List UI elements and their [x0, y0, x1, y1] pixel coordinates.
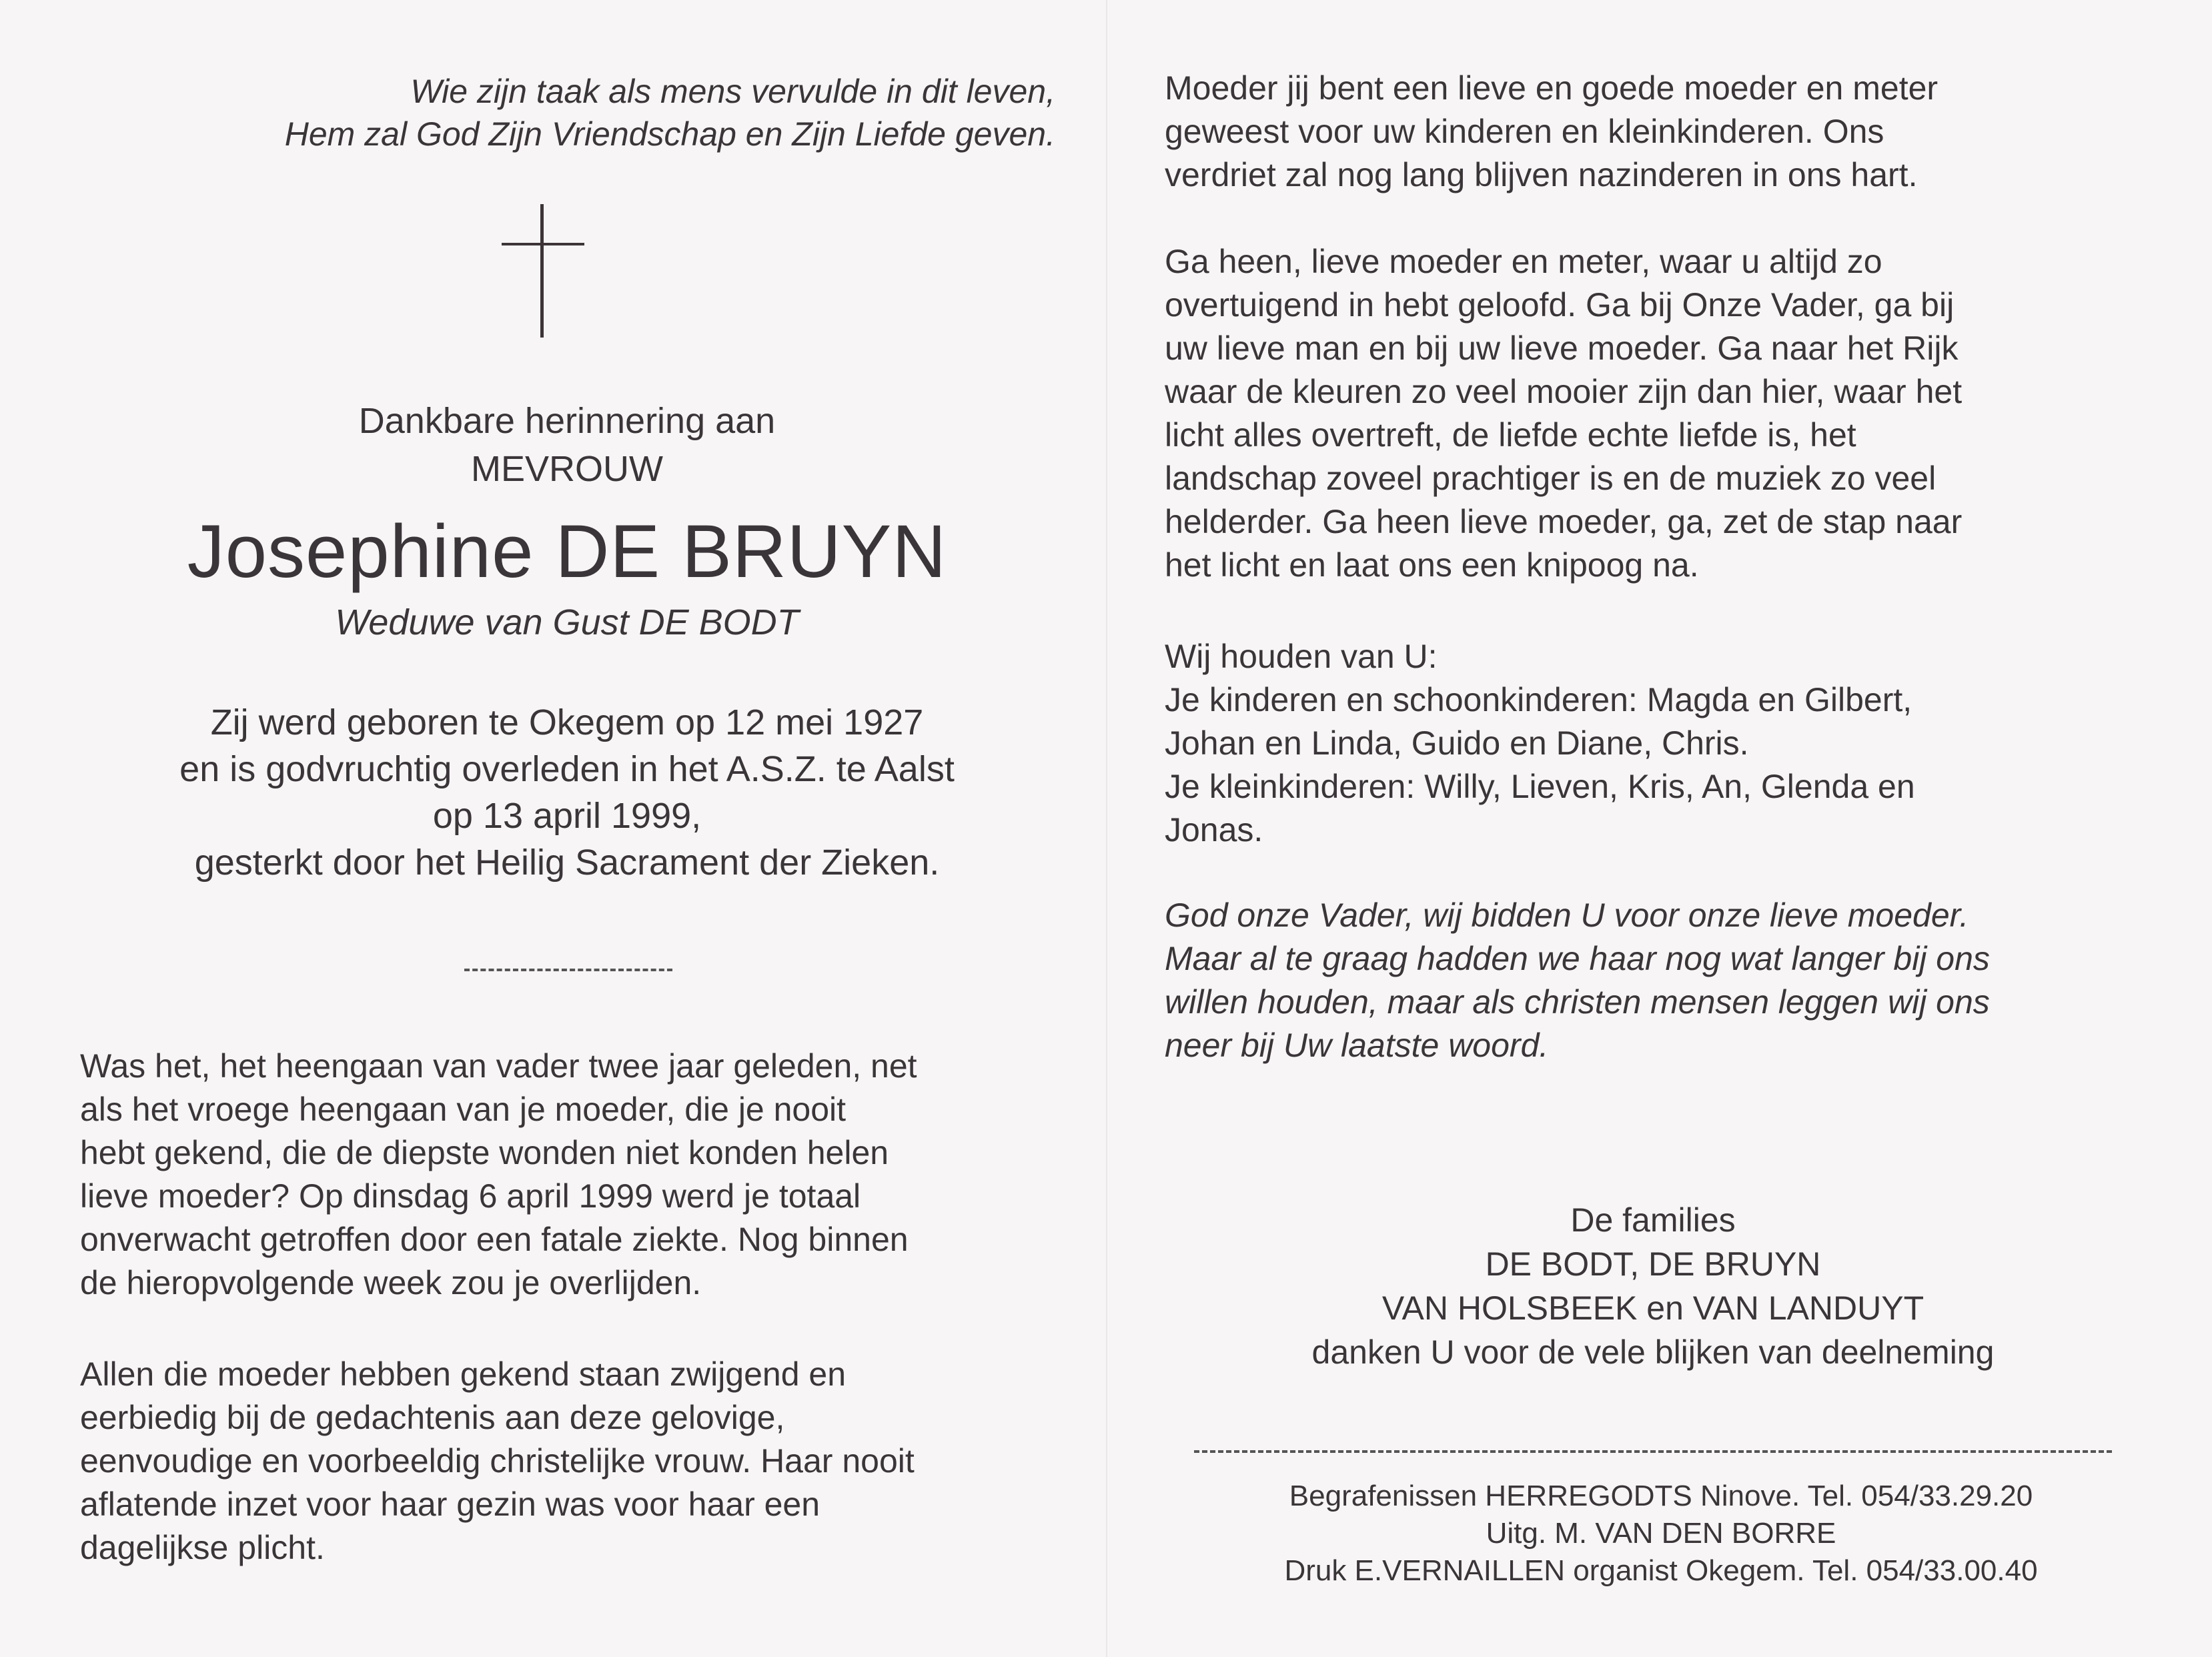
text-line: geweest voor uw kinderen en kleinkinderen. Ons [1165, 113, 1884, 150]
verse-line-1: Wie zijn taak als mens vervulde in dit leven, [410, 73, 1055, 110]
verse-line-2: Hem zal God Zijn Vriendschap en Zijn Liefde geven. [284, 115, 1055, 153]
text-line: willen houden, maar als christen mensen leggen wij ons [1165, 983, 1990, 1021]
right-paragraph-1 [1165, 67, 1938, 197]
memorial-intro: Dankbare herinnering aan [358, 401, 776, 441]
text-line: verdriet zal nog lang blijven nazinderen in ons hart. [1165, 156, 1918, 193]
text-line: God onze Vader, wij bidden U voor onze lieve moeder. [1165, 897, 1969, 934]
text-line: als het vroege heengaan van je moeder, die je nooit [80, 1091, 847, 1128]
text-line: Johan en Linda, Guido en Diane, Chris. [1165, 724, 1749, 762]
right-paragraph-3 [1165, 635, 1915, 852]
text-line: Wij houden van U: [1165, 638, 1438, 675]
text-line: eerbiedig bij de gedachtenis aan deze gelovige, [80, 1399, 785, 1436]
text-line: aflatende inzet voor haar gezin was voor haar een [80, 1486, 820, 1523]
credit-line-2: Uitg. M. VAN DEN BORRE [1486, 1517, 1836, 1550]
text-line: Je kleinkinderen: Willy, Lieven, Kris, An, Glenda en [1165, 768, 1915, 805]
text-line: onverwacht getroffen door een fatale ziekte. Nog binnen [80, 1221, 909, 1258]
death-line: en is godvruchtig overleden in het A.S.Z. te Aalst [179, 749, 955, 789]
deceased-name: Josephine DE BRUYN [187, 510, 947, 593]
thanks-line-1: De families [1570, 1201, 1736, 1239]
text-line: uw lieve man en bij uw lieve moeder. Ga naar het Rijk [1165, 330, 1959, 367]
right-paragraph-2 [1165, 240, 1962, 587]
text-line: overtuigend in hebt geloofd. Ga bij Onze Vader, ga bij [1165, 286, 1955, 324]
text-line: hebt gekend, die de diepste wonden niet konden helen [80, 1134, 889, 1171]
text-line: landschap zoveel prachtiger is en de muziek zo veel [1165, 460, 1937, 497]
right-panel [1107, 0, 2212, 1657]
thanks-line-3: VAN HOLSBEEK en VAN LANDUYT [1381, 1289, 1924, 1327]
text-line: neer bij Uw laatste woord. [1165, 1027, 1549, 1064]
text-line: Jonas. [1165, 811, 1263, 849]
footer-separator [1194, 1450, 2112, 1453]
text-line: dagelijkse plicht. [80, 1529, 325, 1566]
text-line: lieve moeder? Op dinsdag 6 april 1999 werd je totaal [80, 1177, 861, 1215]
death-date-line: op 13 april 1999, [432, 796, 702, 836]
left-paragraph-1 [80, 1045, 917, 1305]
sacrament-line: gesterkt door het Heilig Sacrament der Zieken. [194, 843, 940, 883]
separator [464, 969, 672, 971]
text-line: waar de kleuren zo veel mooier zijn dan hier, waar het [1165, 373, 1963, 410]
thanks-line-2: DE BODT, DE BRUYN [1485, 1245, 1821, 1283]
text-line: Was het, het heengaan van vader twee jaar geleden, net [80, 1047, 917, 1085]
prayer-paragraph [1165, 894, 1990, 1067]
text-line: Moeder jij bent een lieve en goede moeder en meter [1165, 69, 1939, 107]
birth-line: Zij werd geboren te Okegem op 12 mei 1927 [210, 702, 924, 742]
text-line: Maar al te graag hadden we haar nog wat langer bij ons [1165, 940, 1990, 977]
text-line: Allen die moeder hebben gekend staan zwijgend en [80, 1355, 847, 1393]
widow-line: Weduwe van Gust DE BODT [335, 602, 799, 642]
text-line: het licht en laat ons een knipoog na. [1165, 546, 1699, 584]
text-line: Ga heen, lieve moeder en meter, waar u altijd zo [1165, 243, 1882, 280]
text-line: Je kinderen en schoonkinderen: Magda en Gilbert, [1165, 681, 1912, 718]
text-line: licht alles overtreft, de liefde echte liefde is, het [1165, 416, 1856, 454]
memorial-title: MEVROUW [471, 449, 663, 489]
text-line: helderder. Ga heen lieve moeder, ga, zet de stap naar [1165, 503, 1963, 540]
thanks-line-4: danken U voor de vele blijken van deelneming [1311, 1333, 1995, 1371]
text-line: eenvoudige en voorbeeldig christelijke vrouw. Haar nooit [80, 1442, 915, 1480]
left-paragraph-2 [80, 1353, 915, 1570]
credit-line-1: Begrafenissen HERREGODTS Ninove. Tel. 054/33.29.20 [1289, 1480, 2033, 1512]
credit-line-3: Druk E.VERNAILLEN organist Okegem. Tel. 054/33.00.40 [1284, 1554, 2038, 1587]
text-line: de hieropvolgende week zou je overlijden. [80, 1264, 702, 1301]
